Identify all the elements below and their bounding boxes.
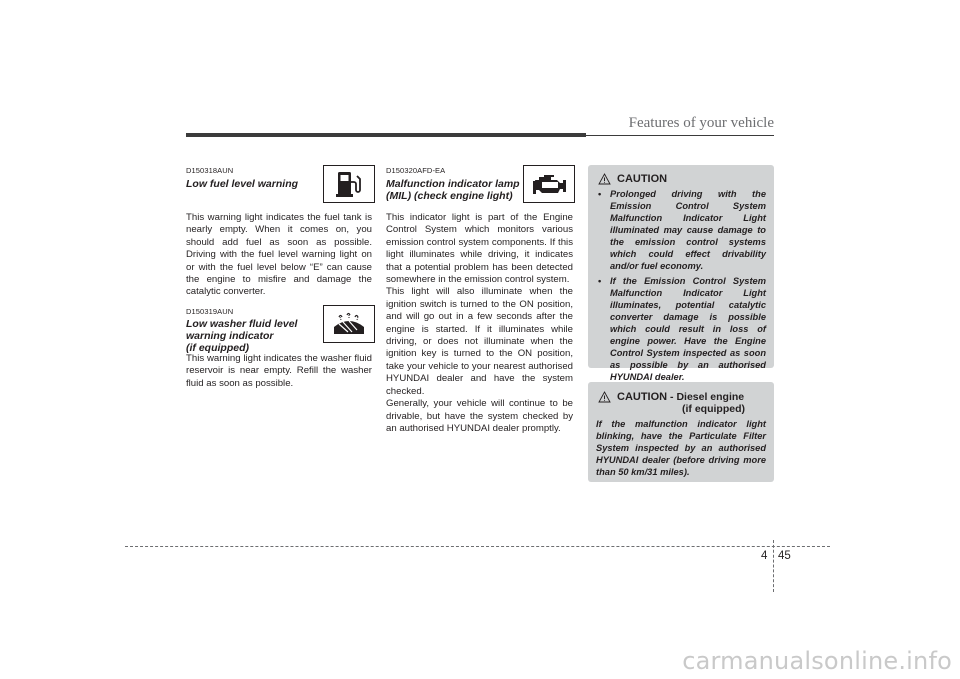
windshield-washer-icon	[331, 311, 367, 337]
mil-icon-box	[523, 165, 575, 203]
mil-body: This indicator light is part of the Engine Control System which monitors various emission control system components. If this light illuminates while driving, it indicates that a potential problem has been detected somewhere in the emission control system. This light will also illuminate when the ignition switch is turned to the ON position, and will go out in a few seconds after the engine is started. If it illuminates while driving, or does not illuminate when the ignition key is turned to the ON position, take your vehicle to your nearest authorised HYUNDAI dealer and have the system checked. Generally, your vehicle will continue to be drivable, but have the system checked by an authorised HYUNDAI dealer promptly.	[386, 212, 573, 434]
washer-warning-body: This warning light indicates the washer fluid reservoir is near empty. Refill the washer fluid as soon as possible.	[186, 353, 372, 389]
page-number: 45	[778, 550, 791, 562]
header-rule	[186, 133, 774, 137]
fuel-pump-icon	[334, 170, 364, 198]
section-subtitle: Low fuel level warning	[186, 178, 299, 190]
check-engine-icon	[529, 171, 569, 197]
caution-title: CAUTION - Diesel engine	[598, 391, 774, 403]
fuel-warning-body: This warning light indicates the fuel tank is nearly empty. When it comes on, you should add fuel as soon as possible. Driving with the fuel level warning light on or with the fuel level below “E” can cause the engine to misfire and damage the catalytic converter.	[186, 212, 372, 298]
caution-title: CAUTION	[598, 173, 774, 185]
section-subtitle: Low washer fluid level warning indicator (if equipped)	[186, 318, 298, 354]
caution-title-line2: (if equipped)	[682, 403, 745, 415]
watermark: carmanualsonline.info	[682, 647, 952, 675]
section-code: D150320AFD-EA	[386, 166, 446, 175]
caution-box-diesel	[588, 382, 774, 482]
caution-bullet: • If the Emission Control System Malfunction Indicator Light illuminates, potential catalytic converter damage is possible which could result in loss of engine power. Have the Engine Control System inspected as soon as possible by an authorised HYUNDAI dealer.	[598, 276, 766, 382]
warning-triangle-icon	[598, 391, 611, 403]
caution-body: If the malfunction indicator light blinking, have the Particulate Filter System inspected by an authorised HYUNDAI dealer (before driving more than 50 km/31 miles).	[596, 419, 766, 477]
caution-box-emission	[588, 165, 774, 382]
warning-triangle-icon	[598, 173, 611, 185]
section-subtitle: Malfunction indicator lamp (MIL) (check engine light)	[386, 178, 520, 202]
fuel-warning-icon-box	[323, 165, 375, 203]
footer-vertical-rule	[773, 540, 774, 592]
washer-warning-icon-box	[323, 305, 375, 343]
section-code: D150318AUN	[186, 166, 234, 175]
chapter-number: 4	[761, 550, 768, 562]
caution-bullet: • Prolonged driving with the Emission Control System Malfunction Indicator Light illuminated may cause damage to the emission control systems which could effect drivability and/or fuel economy.	[598, 189, 766, 271]
section-code: D150319AUN	[186, 307, 234, 316]
caution-bullet-list	[594, 188, 766, 383]
page-header-title: Features of your vehicle	[628, 115, 774, 131]
footer-dashed-rule	[125, 546, 830, 547]
